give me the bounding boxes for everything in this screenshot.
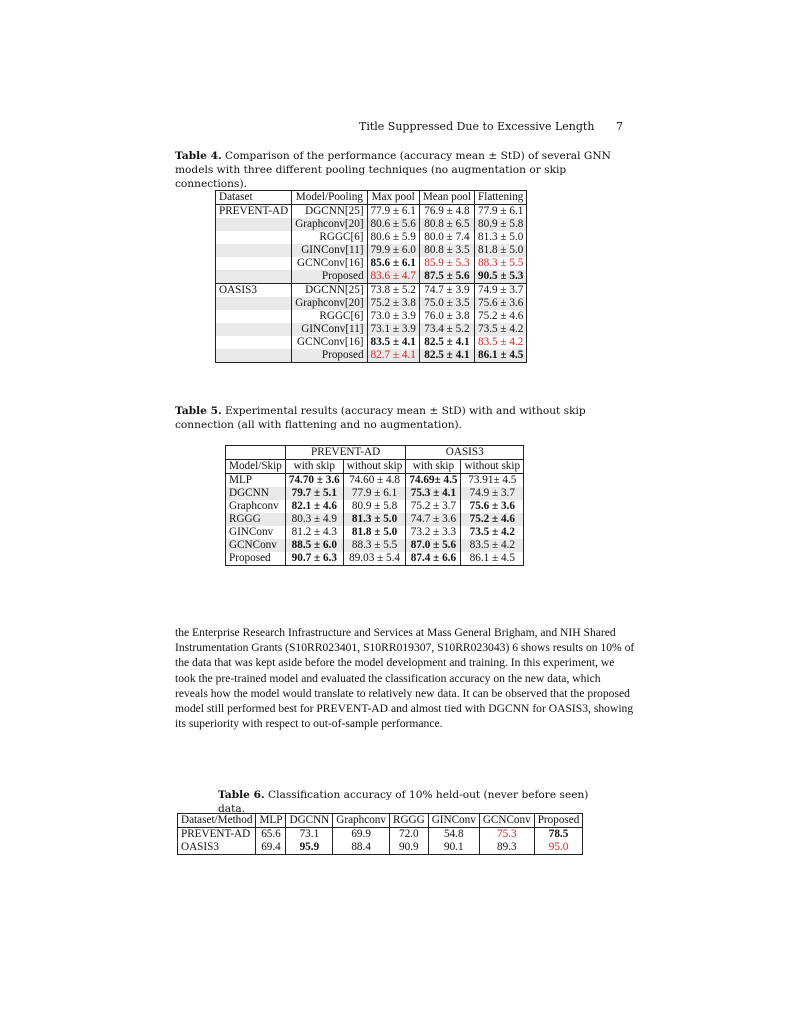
value-cell: 65.6 (256, 828, 286, 842)
dataset-cell (216, 297, 292, 310)
table4-label: Table 4. (175, 150, 222, 162)
model-cell: Proposed (226, 552, 286, 566)
page-number: 7 (616, 120, 623, 133)
table-row (216, 257, 527, 270)
dataset-cell (216, 336, 292, 349)
table5-header: Model/Skip (226, 460, 286, 474)
value-cell: 89.3 (479, 841, 534, 855)
running-title: Title Suppressed Due to Excessive Length (359, 120, 595, 133)
value-cell: 80.9 ± 5.8 (475, 218, 527, 231)
table6-header-row (178, 814, 583, 828)
dataset-cell (216, 244, 292, 257)
value-cell: 73.2 ± 3.3 (406, 526, 461, 539)
value-cell: 80.0 ± 7.4 (419, 231, 474, 244)
table4-header-row (216, 191, 527, 205)
model-cell: GCNConv (226, 539, 286, 552)
value-cell: 82.5 ± 4.1 (419, 349, 474, 363)
model-cell: GCNConv[16] (292, 336, 367, 349)
model-cell: MLP (226, 474, 286, 488)
model-cell: Graphconv (226, 500, 286, 513)
table-row (216, 205, 527, 219)
value-cell: 82.5 ± 4.1 (419, 336, 474, 349)
dataset-cell (216, 218, 292, 231)
dataset-cell (216, 349, 292, 363)
table6 (177, 813, 583, 855)
value-cell: 76.0 ± 3.8 (419, 310, 474, 323)
value-cell: 79.9 ± 6.0 (367, 244, 419, 257)
value-cell: 75.2 ± 4.6 (461, 513, 524, 526)
model-cell: RGGC[6] (292, 310, 367, 323)
value-cell: 75.2 ± 3.7 (406, 500, 461, 513)
table-row (226, 474, 524, 488)
value-cell: 74.7 ± 3.9 (419, 284, 474, 298)
table6-header: GINConv (428, 814, 479, 828)
value-cell: 74.7 ± 3.6 (406, 513, 461, 526)
table5-header: with skip (406, 460, 461, 474)
value-cell: 87.0 ± 5.6 (406, 539, 461, 552)
model-cell: DGCNN (226, 487, 286, 500)
value-cell: 88.4 (333, 841, 390, 855)
table-row (216, 336, 527, 349)
table6-caption-text: Classification accuracy of 10% held-out (never before seen) data. (218, 789, 589, 815)
value-cell: 85.6 ± 6.1 (367, 257, 419, 270)
value-cell: 74.70 ± 3.6 (285, 474, 343, 488)
value-cell: 88.5 ± 6.0 (285, 539, 343, 552)
table-row (178, 841, 583, 855)
table-row (226, 487, 524, 500)
value-cell: 77.9 ± 6.1 (367, 205, 419, 219)
value-cell: 80.3 ± 4.9 (285, 513, 343, 526)
table-row (216, 310, 527, 323)
table-row (226, 500, 524, 513)
value-cell: 73.1 ± 3.9 (367, 323, 419, 336)
dataset-cell (216, 257, 292, 270)
value-cell: 83.5 ± 4.2 (461, 539, 524, 552)
value-cell: 81.8 ± 5.0 (475, 244, 527, 257)
value-cell: 83.6 ± 4.7 (367, 270, 419, 284)
table6-header: GCNConv (479, 814, 534, 828)
value-cell: 75.3 ± 4.1 (406, 487, 461, 500)
value-cell: 88.3 ± 5.5 (475, 257, 527, 270)
value-cell: 82.7 ± 4.1 (367, 349, 419, 363)
table5-group-header: OASIS3 (406, 446, 524, 460)
dataset-cell (216, 270, 292, 284)
table-row (178, 828, 583, 842)
table6-header: Graphconv (333, 814, 390, 828)
dataset-cell: PREVENT-AD (178, 828, 256, 842)
value-cell: 73.8 ± 5.2 (367, 284, 419, 298)
value-cell: 82.1 ± 4.6 (285, 500, 343, 513)
model-cell: DGCNN[25] (292, 284, 367, 298)
model-cell: DGCNN[25] (292, 205, 367, 219)
value-cell: 73.5 ± 4.2 (475, 323, 527, 336)
value-cell: 86.1 ± 4.5 (461, 552, 524, 566)
table5 (225, 445, 524, 566)
body-paragraph (175, 625, 635, 731)
table6-label: Table 6. (218, 789, 265, 801)
dataset-cell (216, 323, 292, 336)
dataset-cell: PREVENT-AD (216, 205, 292, 219)
value-cell: 90.1 (428, 841, 479, 855)
value-cell: 89.03 ± 5.4 (343, 552, 406, 566)
dataset-cell: OASIS3 (178, 841, 256, 855)
table4-header: Model/Pooling (292, 191, 367, 205)
value-cell: 87.5 ± 5.6 (419, 270, 474, 284)
value-cell: 80.9 ± 5.8 (343, 500, 406, 513)
table-row (216, 349, 527, 363)
value-cell: 90.5 ± 5.3 (475, 270, 527, 284)
table6-header: RGGG (389, 814, 428, 828)
value-cell: 81.8 ± 5.0 (343, 526, 406, 539)
table4-caption (175, 149, 630, 191)
value-cell: 73.5 ± 4.2 (461, 526, 524, 539)
value-cell: 75.6 ± 3.6 (475, 297, 527, 310)
value-cell: 88.3 ± 5.5 (343, 539, 406, 552)
value-cell: 73.91± 4.5 (461, 474, 524, 488)
dataset-cell (216, 231, 292, 244)
body-text: the Enterprise Research Infrastructure and Services at Mass General Brigham, and NIH Shared Instrumentation Grants (S10RR023401, S10RR019307, S10RR023043) 6 shows results on 10% of the data that was kept aside before the model development and training. In this experiment, we took the pre-trained model and evaluated the classification accuracy on the new data, which reveals how the model would translate to relatively new data. It can be observed that the proposed model still performed best for PREVENT-AD and almost tied with DGCNN for OASIS3, showing its superiority with respect to out-of-sample performance. (175, 626, 635, 731)
value-cell: 77.9 ± 6.1 (475, 205, 527, 219)
value-cell: 81.3 ± 5.0 (475, 231, 527, 244)
table4-header: Max pool (367, 191, 419, 205)
value-cell: 69.9 (333, 828, 390, 842)
value-cell: 81.3 ± 5.0 (343, 513, 406, 526)
value-cell: 90.7 ± 6.3 (285, 552, 343, 566)
value-cell: 80.8 ± 3.5 (419, 244, 474, 257)
model-cell: Proposed (292, 270, 367, 284)
value-cell: 86.1 ± 4.5 (475, 349, 527, 363)
value-cell: 85.9 ± 5.3 (419, 257, 474, 270)
table5-header: without skip (343, 460, 406, 474)
value-cell: 74.60 ± 4.8 (343, 474, 406, 488)
value-cell: 83.5 ± 4.2 (475, 336, 527, 349)
table-row (226, 539, 524, 552)
table5-group-header: PREVENT-AD (285, 446, 406, 460)
value-cell: 95.0 (534, 841, 583, 855)
model-cell: GINConv[11] (292, 323, 367, 336)
table4-caption-text: Comparison of the performance (accuracy mean ± StD) of several GNN models with three different pooling techniques (no augmentation or skip connections). (175, 150, 611, 190)
table-row (216, 218, 527, 231)
value-cell: 74.9 ± 3.7 (461, 487, 524, 500)
value-cell: 73.1 (286, 828, 333, 842)
table-row (216, 323, 527, 336)
value-cell: 81.2 ± 4.3 (285, 526, 343, 539)
model-cell: RGGC[6] (292, 231, 367, 244)
value-cell: 80.6 ± 5.9 (367, 231, 419, 244)
table5-group-header-row (226, 446, 524, 460)
table-row (216, 284, 527, 298)
table-row (226, 552, 524, 566)
table4-header: Flattening (475, 191, 527, 205)
table5-header: without skip (461, 460, 524, 474)
value-cell: 69.4 (256, 841, 286, 855)
table6-header: DGCNN (286, 814, 333, 828)
model-cell: Proposed (292, 349, 367, 363)
value-cell: 75.6 ± 3.6 (461, 500, 524, 513)
value-cell: 74.9 ± 3.7 (475, 284, 527, 298)
value-cell: 79.7 ± 5.1 (285, 487, 343, 500)
table6-header: Proposed (534, 814, 583, 828)
table-row (226, 526, 524, 539)
dataset-cell: OASIS3 (216, 284, 292, 298)
table4 (215, 190, 527, 363)
table-row (216, 297, 527, 310)
model-cell: GCNConv[16] (292, 257, 367, 270)
value-cell: 75.0 ± 3.5 (419, 297, 474, 310)
value-cell: 77.9 ± 6.1 (343, 487, 406, 500)
table5-caption-text: Experimental results (accuracy mean ± StD) with and without skip connection (all with flattening and no augmentation). (175, 405, 586, 431)
value-cell: 90.9 (389, 841, 428, 855)
dataset-cell (216, 310, 292, 323)
table5-caption (175, 404, 630, 432)
value-cell: 54.8 (428, 828, 479, 842)
table5-label: Table 5. (175, 405, 222, 417)
table-row (226, 513, 524, 526)
value-cell: 87.4 ± 6.6 (406, 552, 461, 566)
value-cell: 83.5 ± 4.1 (367, 336, 419, 349)
table5-header-row (226, 460, 524, 474)
value-cell: 78.5 (534, 828, 583, 842)
value-cell: 95.9 (286, 841, 333, 855)
table-row (216, 270, 527, 284)
table4-header: Dataset (216, 191, 292, 205)
model-cell: GINConv[11] (292, 244, 367, 257)
value-cell: 74.69± 4.5 (406, 474, 461, 488)
table5-header: with skip (285, 460, 343, 474)
value-cell: 80.8 ± 6.5 (419, 218, 474, 231)
value-cell: 72.0 (389, 828, 428, 842)
value-cell: 75.3 (479, 828, 534, 842)
model-cell: Graphconv[20] (292, 218, 367, 231)
value-cell: 73.4 ± 5.2 (419, 323, 474, 336)
model-cell: GINConv (226, 526, 286, 539)
table6-header: Dataset/Method (178, 814, 256, 828)
value-cell: 75.2 ± 4.6 (475, 310, 527, 323)
model-cell: Graphconv[20] (292, 297, 367, 310)
table6-caption (218, 788, 618, 816)
table-row (216, 244, 527, 257)
model-cell: RGGG (226, 513, 286, 526)
value-cell: 75.2 ± 3.8 (367, 297, 419, 310)
value-cell: 73.0 ± 3.9 (367, 310, 419, 323)
value-cell: 80.6 ± 5.6 (367, 218, 419, 231)
value-cell: 76.9 ± 4.8 (419, 205, 474, 219)
table4-header: Mean pool (419, 191, 474, 205)
table6-header: MLP (256, 814, 286, 828)
table-row (216, 231, 527, 244)
